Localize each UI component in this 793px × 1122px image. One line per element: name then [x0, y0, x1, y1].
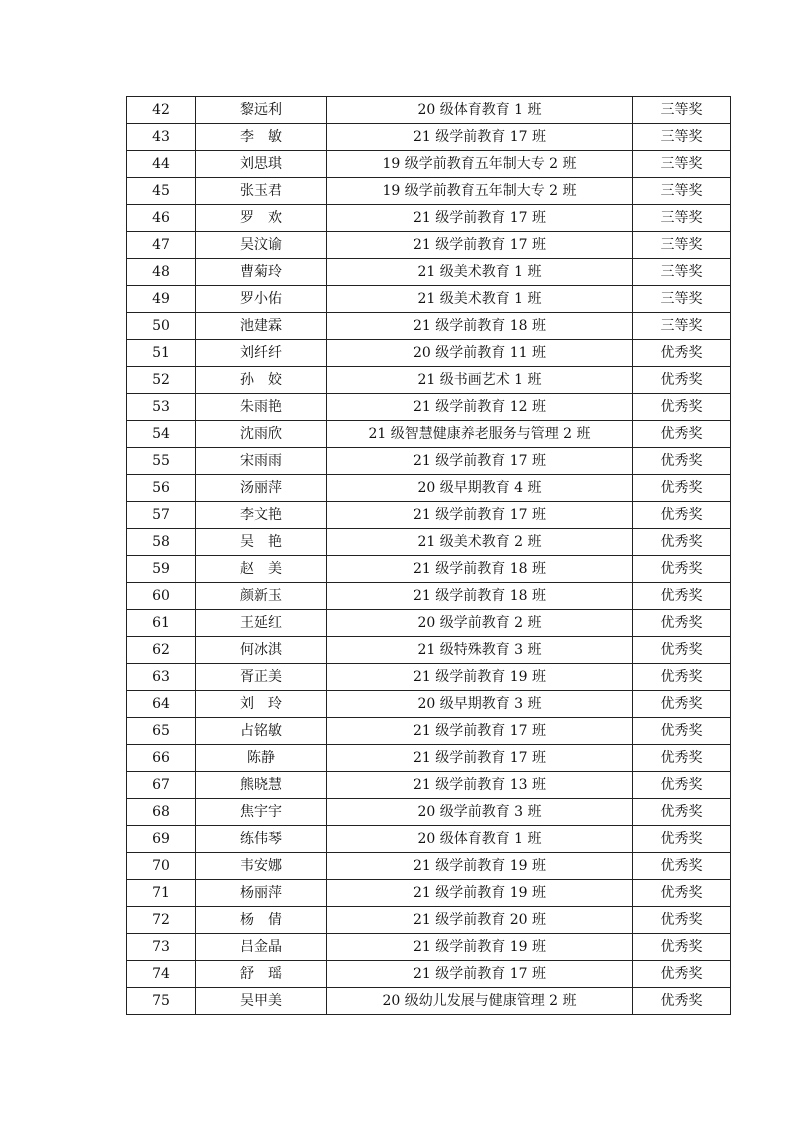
award-level-cell: 优秀奖: [633, 799, 731, 826]
student-name-cell: 赵 美: [196, 556, 327, 583]
table-row: [127, 313, 731, 340]
student-name-cell: 吴汶谕: [196, 232, 327, 259]
class-name-cell: 21 级美术教育 1 班: [327, 259, 633, 286]
row-number-cell: 54: [127, 421, 196, 448]
award-level-cell: 优秀奖: [633, 826, 731, 853]
award-level-cell: 优秀奖: [633, 934, 731, 961]
class-name-cell: 21 级学前教育 13 班: [327, 772, 633, 799]
table-row: [127, 826, 731, 853]
class-name-cell: 20 级幼儿发展与健康管理 2 班: [327, 988, 633, 1015]
row-number-cell: 52: [127, 367, 196, 394]
table-row: [127, 907, 731, 934]
student-name-cell: 熊晓慧: [196, 772, 327, 799]
class-name-cell: 20 级早期教育 4 班: [327, 475, 633, 502]
award-level-cell: 优秀奖: [633, 502, 731, 529]
table-row: [127, 961, 731, 988]
table-row: [127, 340, 731, 367]
award-level-cell: 三等奖: [633, 151, 731, 178]
class-name-cell: 21 级学前教育 17 班: [327, 718, 633, 745]
row-number-cell: 73: [127, 934, 196, 961]
row-number-cell: 62: [127, 637, 196, 664]
table-row: [127, 259, 731, 286]
award-level-cell: 三等奖: [633, 205, 731, 232]
row-number-cell: 64: [127, 691, 196, 718]
student-name-cell: 练伟琴: [196, 826, 327, 853]
award-level-cell: 优秀奖: [633, 853, 731, 880]
award-level-cell: 优秀奖: [633, 367, 731, 394]
row-number-cell: 58: [127, 529, 196, 556]
class-name-cell: 21 级学前教育 17 班: [327, 232, 633, 259]
award-level-cell: 三等奖: [633, 259, 731, 286]
table-row: [127, 475, 731, 502]
class-name-cell: 21 级学前教育 19 班: [327, 853, 633, 880]
award-level-cell: 优秀奖: [633, 610, 731, 637]
table-row: [127, 745, 731, 772]
row-number-cell: 60: [127, 583, 196, 610]
row-number-cell: 46: [127, 205, 196, 232]
class-name-cell: 21 级学前教育 20 班: [327, 907, 633, 934]
table-row: [127, 232, 731, 259]
student-name-cell: 韦安娜: [196, 853, 327, 880]
row-number-cell: 56: [127, 475, 196, 502]
table-row: [127, 934, 731, 961]
student-name-cell: 吴甲美: [196, 988, 327, 1015]
table-row: [127, 691, 731, 718]
table-row: [127, 880, 731, 907]
row-number-cell: 61: [127, 610, 196, 637]
class-name-cell: 21 级美术教育 1 班: [327, 286, 633, 313]
award-level-cell: 三等奖: [633, 286, 731, 313]
table-row: [127, 205, 731, 232]
class-name-cell: 21 级学前教育 17 班: [327, 124, 633, 151]
table-row: [127, 718, 731, 745]
class-name-cell: 20 级学前教育 11 班: [327, 340, 633, 367]
class-name-cell: 19 级学前教育五年制大专 2 班: [327, 178, 633, 205]
class-name-cell: 19 级学前教育五年制大专 2 班: [327, 151, 633, 178]
student-name-cell: 颜新玉: [196, 583, 327, 610]
class-name-cell: 20 级学前教育 3 班: [327, 799, 633, 826]
class-name-cell: 21 级学前教育 19 班: [327, 880, 633, 907]
student-name-cell: 吕金晶: [196, 934, 327, 961]
award-level-cell: 优秀奖: [633, 637, 731, 664]
award-table: [126, 96, 731, 1015]
table-row: [127, 583, 731, 610]
award-level-cell: 优秀奖: [633, 394, 731, 421]
student-name-cell: 焦宇宇: [196, 799, 327, 826]
student-name-cell: 沈雨欣: [196, 421, 327, 448]
table-row: [127, 610, 731, 637]
row-number-cell: 43: [127, 124, 196, 151]
award-table-body: [127, 97, 731, 1015]
row-number-cell: 67: [127, 772, 196, 799]
row-number-cell: 47: [127, 232, 196, 259]
table-row: [127, 394, 731, 421]
award-level-cell: 三等奖: [633, 124, 731, 151]
class-name-cell: 21 级美术教育 2 班: [327, 529, 633, 556]
row-number-cell: 53: [127, 394, 196, 421]
row-number-cell: 69: [127, 826, 196, 853]
row-number-cell: 50: [127, 313, 196, 340]
student-name-cell: 刘 玲: [196, 691, 327, 718]
row-number-cell: 70: [127, 853, 196, 880]
student-name-cell: 汤丽萍: [196, 475, 327, 502]
student-name-cell: 刘纤纤: [196, 340, 327, 367]
class-name-cell: 20 级早期教育 3 班: [327, 691, 633, 718]
table-row: [127, 529, 731, 556]
class-name-cell: 20 级学前教育 2 班: [327, 610, 633, 637]
row-number-cell: 49: [127, 286, 196, 313]
row-number-cell: 74: [127, 961, 196, 988]
student-name-cell: 刘思琪: [196, 151, 327, 178]
row-number-cell: 48: [127, 259, 196, 286]
award-level-cell: 优秀奖: [633, 988, 731, 1015]
row-number-cell: 42: [127, 97, 196, 124]
award-level-cell: 三等奖: [633, 313, 731, 340]
award-level-cell: 优秀奖: [633, 691, 731, 718]
student-name-cell: 罗 欢: [196, 205, 327, 232]
class-name-cell: 21 级学前教育 12 班: [327, 394, 633, 421]
class-name-cell: 21 级学前教育 19 班: [327, 664, 633, 691]
award-level-cell: 优秀奖: [633, 421, 731, 448]
award-level-cell: 优秀奖: [633, 772, 731, 799]
student-name-cell: 池建霖: [196, 313, 327, 340]
class-name-cell: 21 级学前教育 19 班: [327, 934, 633, 961]
table-row: [127, 367, 731, 394]
class-name-cell: 21 级书画艺术 1 班: [327, 367, 633, 394]
award-level-cell: 优秀奖: [633, 880, 731, 907]
student-name-cell: 李 敏: [196, 124, 327, 151]
class-name-cell: 20 级体育教育 1 班: [327, 826, 633, 853]
award-level-cell: 三等奖: [633, 178, 731, 205]
award-level-cell: 优秀奖: [633, 718, 731, 745]
class-name-cell: 21 级学前教育 17 班: [327, 502, 633, 529]
award-level-cell: 优秀奖: [633, 475, 731, 502]
class-name-cell: 21 级智慧健康养老服务与管理 2 班: [327, 421, 633, 448]
table-row: [127, 178, 731, 205]
student-name-cell: 孙 姣: [196, 367, 327, 394]
table-row: [127, 853, 731, 880]
award-level-cell: 优秀奖: [633, 907, 731, 934]
student-name-cell: 占铭敏: [196, 718, 327, 745]
row-number-cell: 51: [127, 340, 196, 367]
row-number-cell: 45: [127, 178, 196, 205]
student-name-cell: 胥正美: [196, 664, 327, 691]
award-level-cell: 三等奖: [633, 97, 731, 124]
award-level-cell: 优秀奖: [633, 529, 731, 556]
table-row: [127, 799, 731, 826]
student-name-cell: 舒 瑶: [196, 961, 327, 988]
class-name-cell: 21 级学前教育 18 班: [327, 583, 633, 610]
student-name-cell: 王延红: [196, 610, 327, 637]
table-row: [127, 637, 731, 664]
student-name-cell: 陈静: [196, 745, 327, 772]
table-row: [127, 97, 731, 124]
student-name-cell: 曹菊玲: [196, 259, 327, 286]
class-name-cell: 21 级学前教育 17 班: [327, 745, 633, 772]
row-number-cell: 65: [127, 718, 196, 745]
row-number-cell: 72: [127, 907, 196, 934]
row-number-cell: 57: [127, 502, 196, 529]
table-row: [127, 421, 731, 448]
row-number-cell: 44: [127, 151, 196, 178]
class-name-cell: 21 级学前教育 17 班: [327, 448, 633, 475]
student-name-cell: 宋雨雨: [196, 448, 327, 475]
row-number-cell: 68: [127, 799, 196, 826]
student-name-cell: 吴 艳: [196, 529, 327, 556]
row-number-cell: 63: [127, 664, 196, 691]
student-name-cell: 黎远利: [196, 97, 327, 124]
student-name-cell: 朱雨艳: [196, 394, 327, 421]
student-name-cell: 杨丽萍: [196, 880, 327, 907]
award-level-cell: 三等奖: [633, 232, 731, 259]
student-name-cell: 张玉君: [196, 178, 327, 205]
table-row: [127, 286, 731, 313]
student-name-cell: 李文艳: [196, 502, 327, 529]
table-row: [127, 988, 731, 1015]
row-number-cell: 71: [127, 880, 196, 907]
student-name-cell: 杨 倩: [196, 907, 327, 934]
class-name-cell: 21 级学前教育 18 班: [327, 556, 633, 583]
class-name-cell: 21 级学前教育 17 班: [327, 961, 633, 988]
row-number-cell: 66: [127, 745, 196, 772]
class-name-cell: 21 级特殊教育 3 班: [327, 637, 633, 664]
award-level-cell: 优秀奖: [633, 556, 731, 583]
award-level-cell: 优秀奖: [633, 340, 731, 367]
table-row: [127, 124, 731, 151]
award-level-cell: 优秀奖: [633, 583, 731, 610]
table-row: [127, 772, 731, 799]
table-row: [127, 448, 731, 475]
table-row: [127, 556, 731, 583]
table-row: [127, 664, 731, 691]
row-number-cell: 55: [127, 448, 196, 475]
award-level-cell: 优秀奖: [633, 961, 731, 988]
class-name-cell: 21 级学前教育 18 班: [327, 313, 633, 340]
row-number-cell: 75: [127, 988, 196, 1015]
class-name-cell: 20 级体育教育 1 班: [327, 97, 633, 124]
class-name-cell: 21 级学前教育 17 班: [327, 205, 633, 232]
student-name-cell: 何冰淇: [196, 637, 327, 664]
row-number-cell: 59: [127, 556, 196, 583]
table-row: [127, 502, 731, 529]
student-name-cell: 罗小佑: [196, 286, 327, 313]
table-row: [127, 151, 731, 178]
award-level-cell: 优秀奖: [633, 448, 731, 475]
award-level-cell: 优秀奖: [633, 664, 731, 691]
award-level-cell: 优秀奖: [633, 745, 731, 772]
